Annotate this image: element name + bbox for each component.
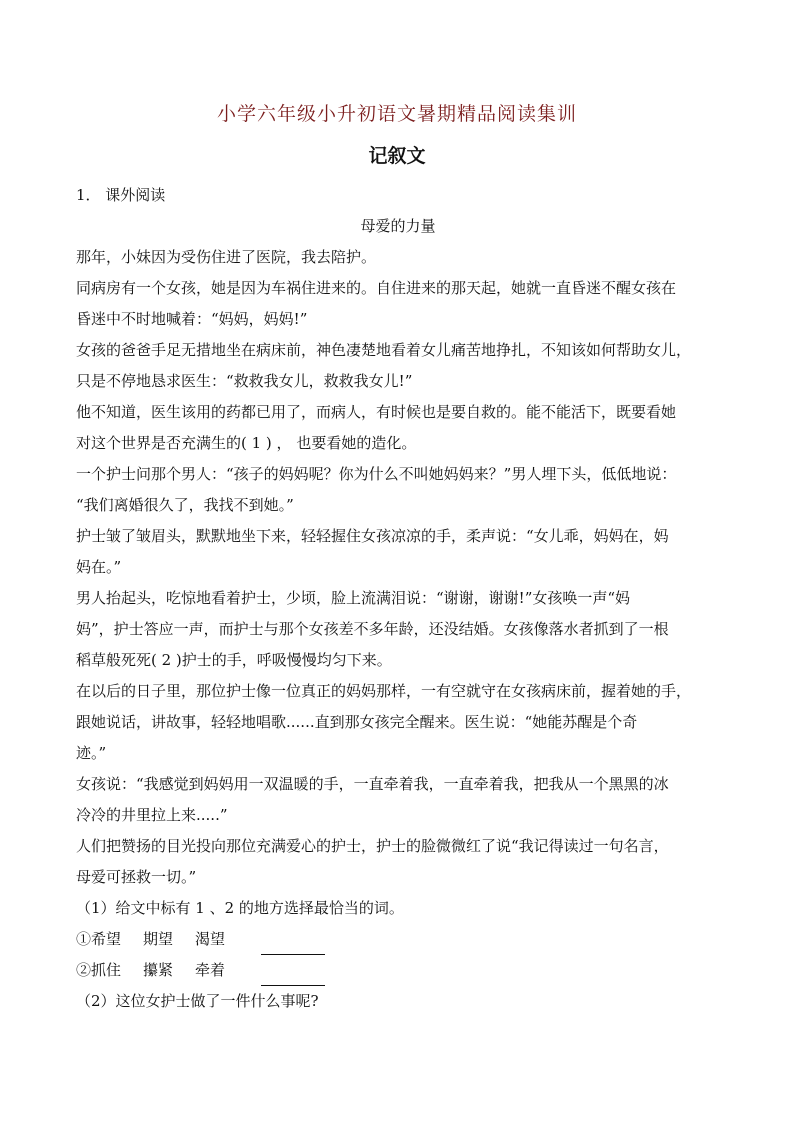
paragraph-line: 女孩说：“我感觉到妈妈用一双温暖的手，一直牵着我，一直牵着我，把我从一个黑黑的冰	[76, 775, 669, 793]
paragraph-line: 同病房有一个女孩，她是因为车祸住进来的。自住进来的那天起，她就一直昏迷不醒女孩在	[76, 279, 677, 297]
section-title: 记叙文	[368, 145, 426, 167]
option-row-1	[76, 924, 720, 955]
paragraph-line: 女孩的爸爸手足无措地坐在病床前，神色凄楚地看着女儿痛苦地挣扎，不知该如何帮助女儿，	[76, 341, 692, 359]
option-row-2	[76, 955, 720, 986]
article-title: 母爱的力量	[360, 217, 436, 235]
paragraph-line-blank-1: 对这个世界是否充满生的( 1 ) ， 也要看她的造化。	[76, 434, 417, 452]
paragraph-line: 母爱可拯救一切。”	[76, 868, 197, 886]
document-body	[76, 180, 720, 1017]
sub-question-1: （1）给文中标有 1 、2 的地方选择最恰当的词。	[76, 899, 404, 917]
paragraph-line: 男人抬起头，吃惊地看着护士，少顷，脸上流满泪说：“谢谢，谢谢!”女孩唤一声“妈	[76, 589, 631, 607]
option-word: ②抓住	[76, 961, 122, 979]
paragraph-line: “我们离婚很久了，我找不到她。”	[76, 496, 294, 514]
paragraph-line: 昏迷中不时地喊着：“妈妈，妈妈!”	[76, 310, 308, 328]
question-number: 1． 课外阅读	[76, 186, 166, 204]
option-word: 攥紧	[143, 961, 174, 979]
option-word: 期望	[143, 930, 174, 948]
paragraph-line: 人们把赞扬的目光投向那位充满爱心的护士，护士的脸微微红了说“我记得读过一句名言，	[76, 837, 669, 855]
document-header-title: 小学六年级小升初语文暑期精品阅读集训	[216, 103, 577, 125]
paragraph-line: 妈在。”	[76, 558, 122, 576]
option-word: 牵着	[195, 961, 226, 979]
option-word: ①希望	[76, 930, 122, 948]
paragraph-line: 那年，小妹因为受伤住进了医院，我去陪护。	[76, 248, 377, 266]
paragraph-line: 在以后的日子里，那位护士像一位真正的妈妈那样，一有空就守在女孩病床前，握着她的手，	[76, 682, 692, 700]
answer-blank-2[interactable]	[261, 965, 325, 986]
paragraph-line: 冷冷的井里拉上来.....”	[76, 806, 228, 824]
paragraph-line: 护士皱了皱眉头，默默地坐下来，轻轻握住女孩凉凉的手，柔声说：“女儿乖，妈妈在，妈	[76, 527, 669, 545]
paragraph-line: 只是不停地恳求医生：“救救我女儿，救救我女儿!”	[76, 372, 413, 390]
answer-blank-1[interactable]	[261, 934, 325, 955]
paragraph-line: 迹。”	[76, 744, 107, 762]
option-word: 渴望	[195, 930, 226, 948]
paragraph-line: 妈”，护士答应一声，而护士与那个女孩差不多年龄，还没结婚。女孩像落水者抓到了一根	[76, 620, 669, 638]
sub-question-2: （2）这位女护士做了一件什么事呢?	[76, 992, 319, 1010]
paragraph-line: 他不知道，医生该用的药都已用了，而病人，有时候也是要自救的。能不能活下，既要看她	[76, 403, 677, 421]
paragraph-line: 跟她说话，讲故事，轻轻地唱歌......直到那女孩完全醒来。医生说：“她能苏醒是个奇	[76, 713, 638, 731]
paragraph-line: 一个护士问那个男人：“孩子的妈妈呢？你为什么不叫她妈妈来？”男人埋下头，低低地说：	[76, 465, 677, 483]
paragraph-line-blank-2: 稻草般死死( 2 )护士的手，呼吸慢慢均匀下来。	[76, 651, 392, 669]
